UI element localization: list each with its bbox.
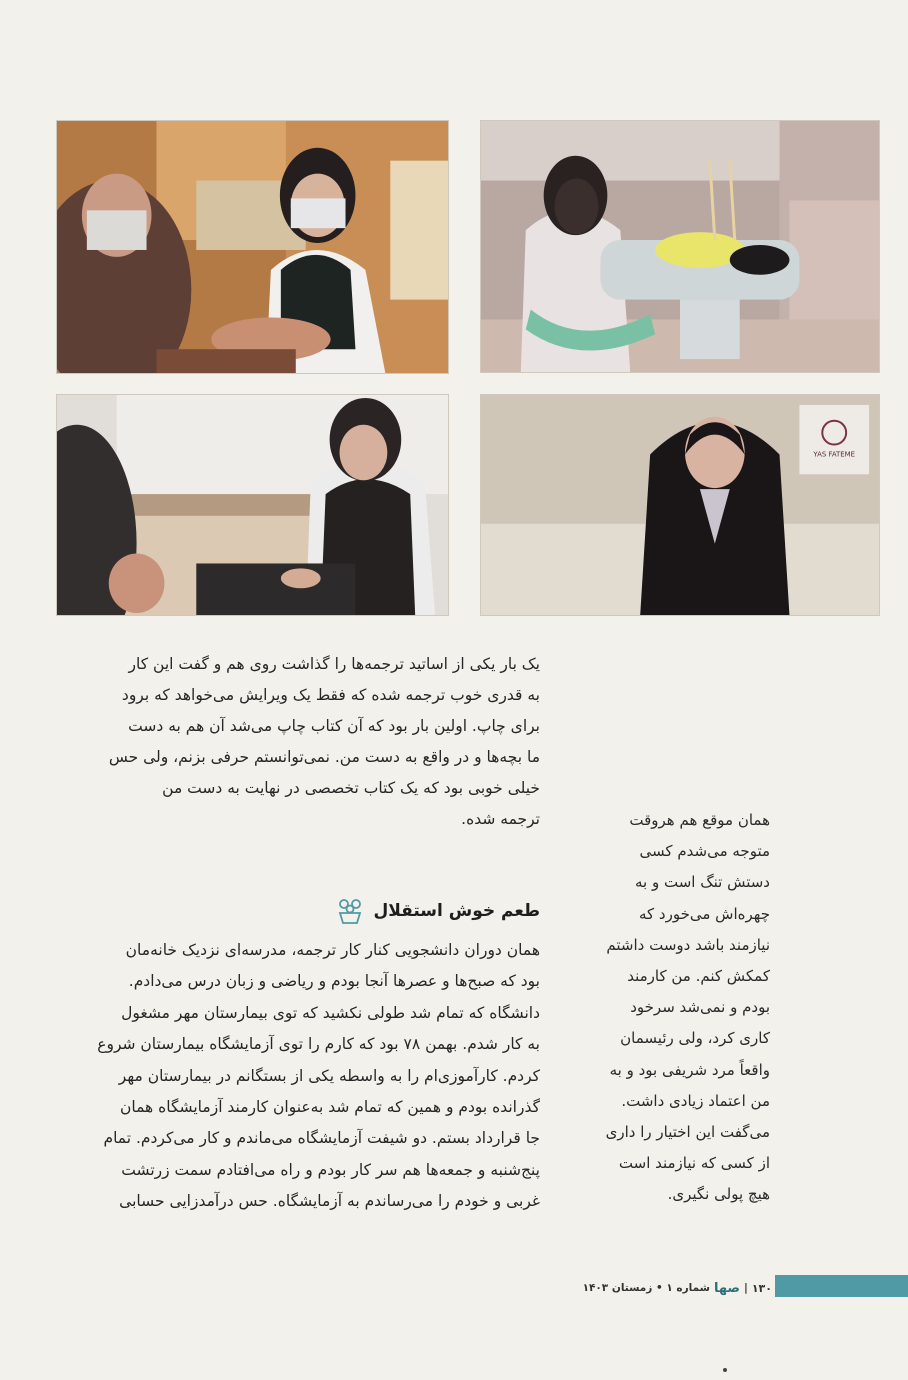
sidebar-quote bbox=[560, 805, 770, 1211]
sidebar-line: هیچ پولی نگیری. bbox=[667, 1185, 770, 1204]
footer bbox=[560, 1280, 772, 1296]
sidebar-line: همان موقع هم هروقت bbox=[629, 811, 770, 829]
paragraph-2-line: همان دوران دانشجویی کنار کار ترجمه، مدرسه‌ای نزدیک خانه‌مان bbox=[125, 941, 540, 959]
paragraph-1-line: ما بچه‌ها و در واقع به دست من. نمی‌توانستم حرفی بزنم، ولی حس bbox=[108, 748, 540, 766]
photo-woman-chador bbox=[480, 394, 880, 616]
sidebar-line: واقعاً مرد شریفی بود و به bbox=[609, 1060, 770, 1079]
flower-pot-icon bbox=[335, 897, 365, 925]
section-heading-text: طعم خوش استقلال bbox=[373, 901, 540, 921]
decorative-dot bbox=[723, 1368, 727, 1372]
sidebar-line: چهره‌اش می‌خورد که bbox=[638, 904, 770, 923]
page-number: ۱۳۰ bbox=[751, 1281, 772, 1295]
magazine-logo: صها bbox=[713, 1280, 740, 1296]
article-paragraph-1-lines bbox=[52, 649, 540, 835]
section-heading bbox=[290, 894, 540, 928]
sidebar-line: بودم و نمی‌شد سرخود bbox=[630, 998, 770, 1017]
sidebar-line: کاری کرد، ولی رئیسمان bbox=[620, 1029, 770, 1048]
photo-dental-clinic bbox=[480, 120, 880, 373]
footer-separator: | bbox=[744, 1282, 748, 1294]
sidebar-line: دستش تنگ است و به bbox=[634, 873, 770, 892]
paragraph-2-line: پنج‌شنبه و جمعه‌ها هم سر کار بودم و راه می‌افتادم سمت زرتشت bbox=[121, 1160, 540, 1179]
sidebar-line: متوجه می‌شدم کسی bbox=[639, 842, 770, 861]
sidebar-line: نیازمند باشد دوست داشتم bbox=[606, 935, 770, 954]
footer-accent-bar bbox=[775, 1275, 908, 1297]
photo-watermark-text: YAS FATEME bbox=[813, 450, 856, 459]
paragraph-2-line: بود که صبح‌ها و عصرها آنجا بودم و ریاضی و زبان درس می‌دادم. bbox=[128, 972, 540, 991]
article-paragraph-2 bbox=[52, 935, 540, 1218]
paragraph-1-line: خیلی خوبی بود که یک کتاب تخصصی در نهایت به دست من bbox=[162, 779, 540, 797]
paragraph-1-line: برای چاپ. اولین بار بود که آن کتاب چاپ می‌شد آن هم به دست bbox=[128, 717, 540, 735]
paragraph-2-line: کردم. کارآموزی‌ام را به واسطه یکی از بستگانم در بیمارستان مهر bbox=[118, 1066, 540, 1085]
photo-nurse-patient bbox=[56, 120, 449, 374]
issue-info: شماره ۱ • زمستان ۱۴۰۳ bbox=[582, 1282, 710, 1294]
paragraph-2-line: به کار شدم. بهمن ۷۸ بود که کارم را توی آزمایشگاه بیمارستان شروع bbox=[97, 1035, 540, 1054]
sidebar-line: من اعتماد زیادی داشت. bbox=[621, 1091, 770, 1110]
paragraph-2-line: گذرانده بودم و همین که تمام شد به‌عنوان کارمند آزمایشگاه همان bbox=[119, 1098, 540, 1117]
paragraph-1-line: به قدری خوب ترجمه شده که فقط یک ویرایش می‌خواهد که برود bbox=[121, 686, 540, 704]
paragraph-1-line: ترجمه شده. bbox=[461, 810, 540, 828]
sidebar-line: می‌گفت این اختیار را داری bbox=[605, 1123, 770, 1142]
sidebar-line: از کسی که نیازمند است bbox=[618, 1154, 770, 1173]
sidebar-line: کمکش کنم. من کارمند bbox=[627, 967, 770, 986]
paragraph-2-line: غربی و خودم را می‌رساندم به آزمایشگاه. حس درآمدزایی حسابی bbox=[119, 1192, 540, 1211]
paragraph-2-line: دانشگاه که تمام شد طولی نکشید که توی بیمارستان مهر مشغول bbox=[121, 1003, 540, 1022]
paragraph-1-line: یک بار یکی از اساتید ترجمه‌ها را گذاشت روی هم و گفت این کار bbox=[128, 655, 540, 673]
paragraph-2-line: جا قرارداد بستم. دو شیفت آزمایشگاه می‌ماندم و کار می‌کردم. تمام bbox=[103, 1129, 540, 1148]
photo-doctor-writing bbox=[56, 394, 449, 616]
